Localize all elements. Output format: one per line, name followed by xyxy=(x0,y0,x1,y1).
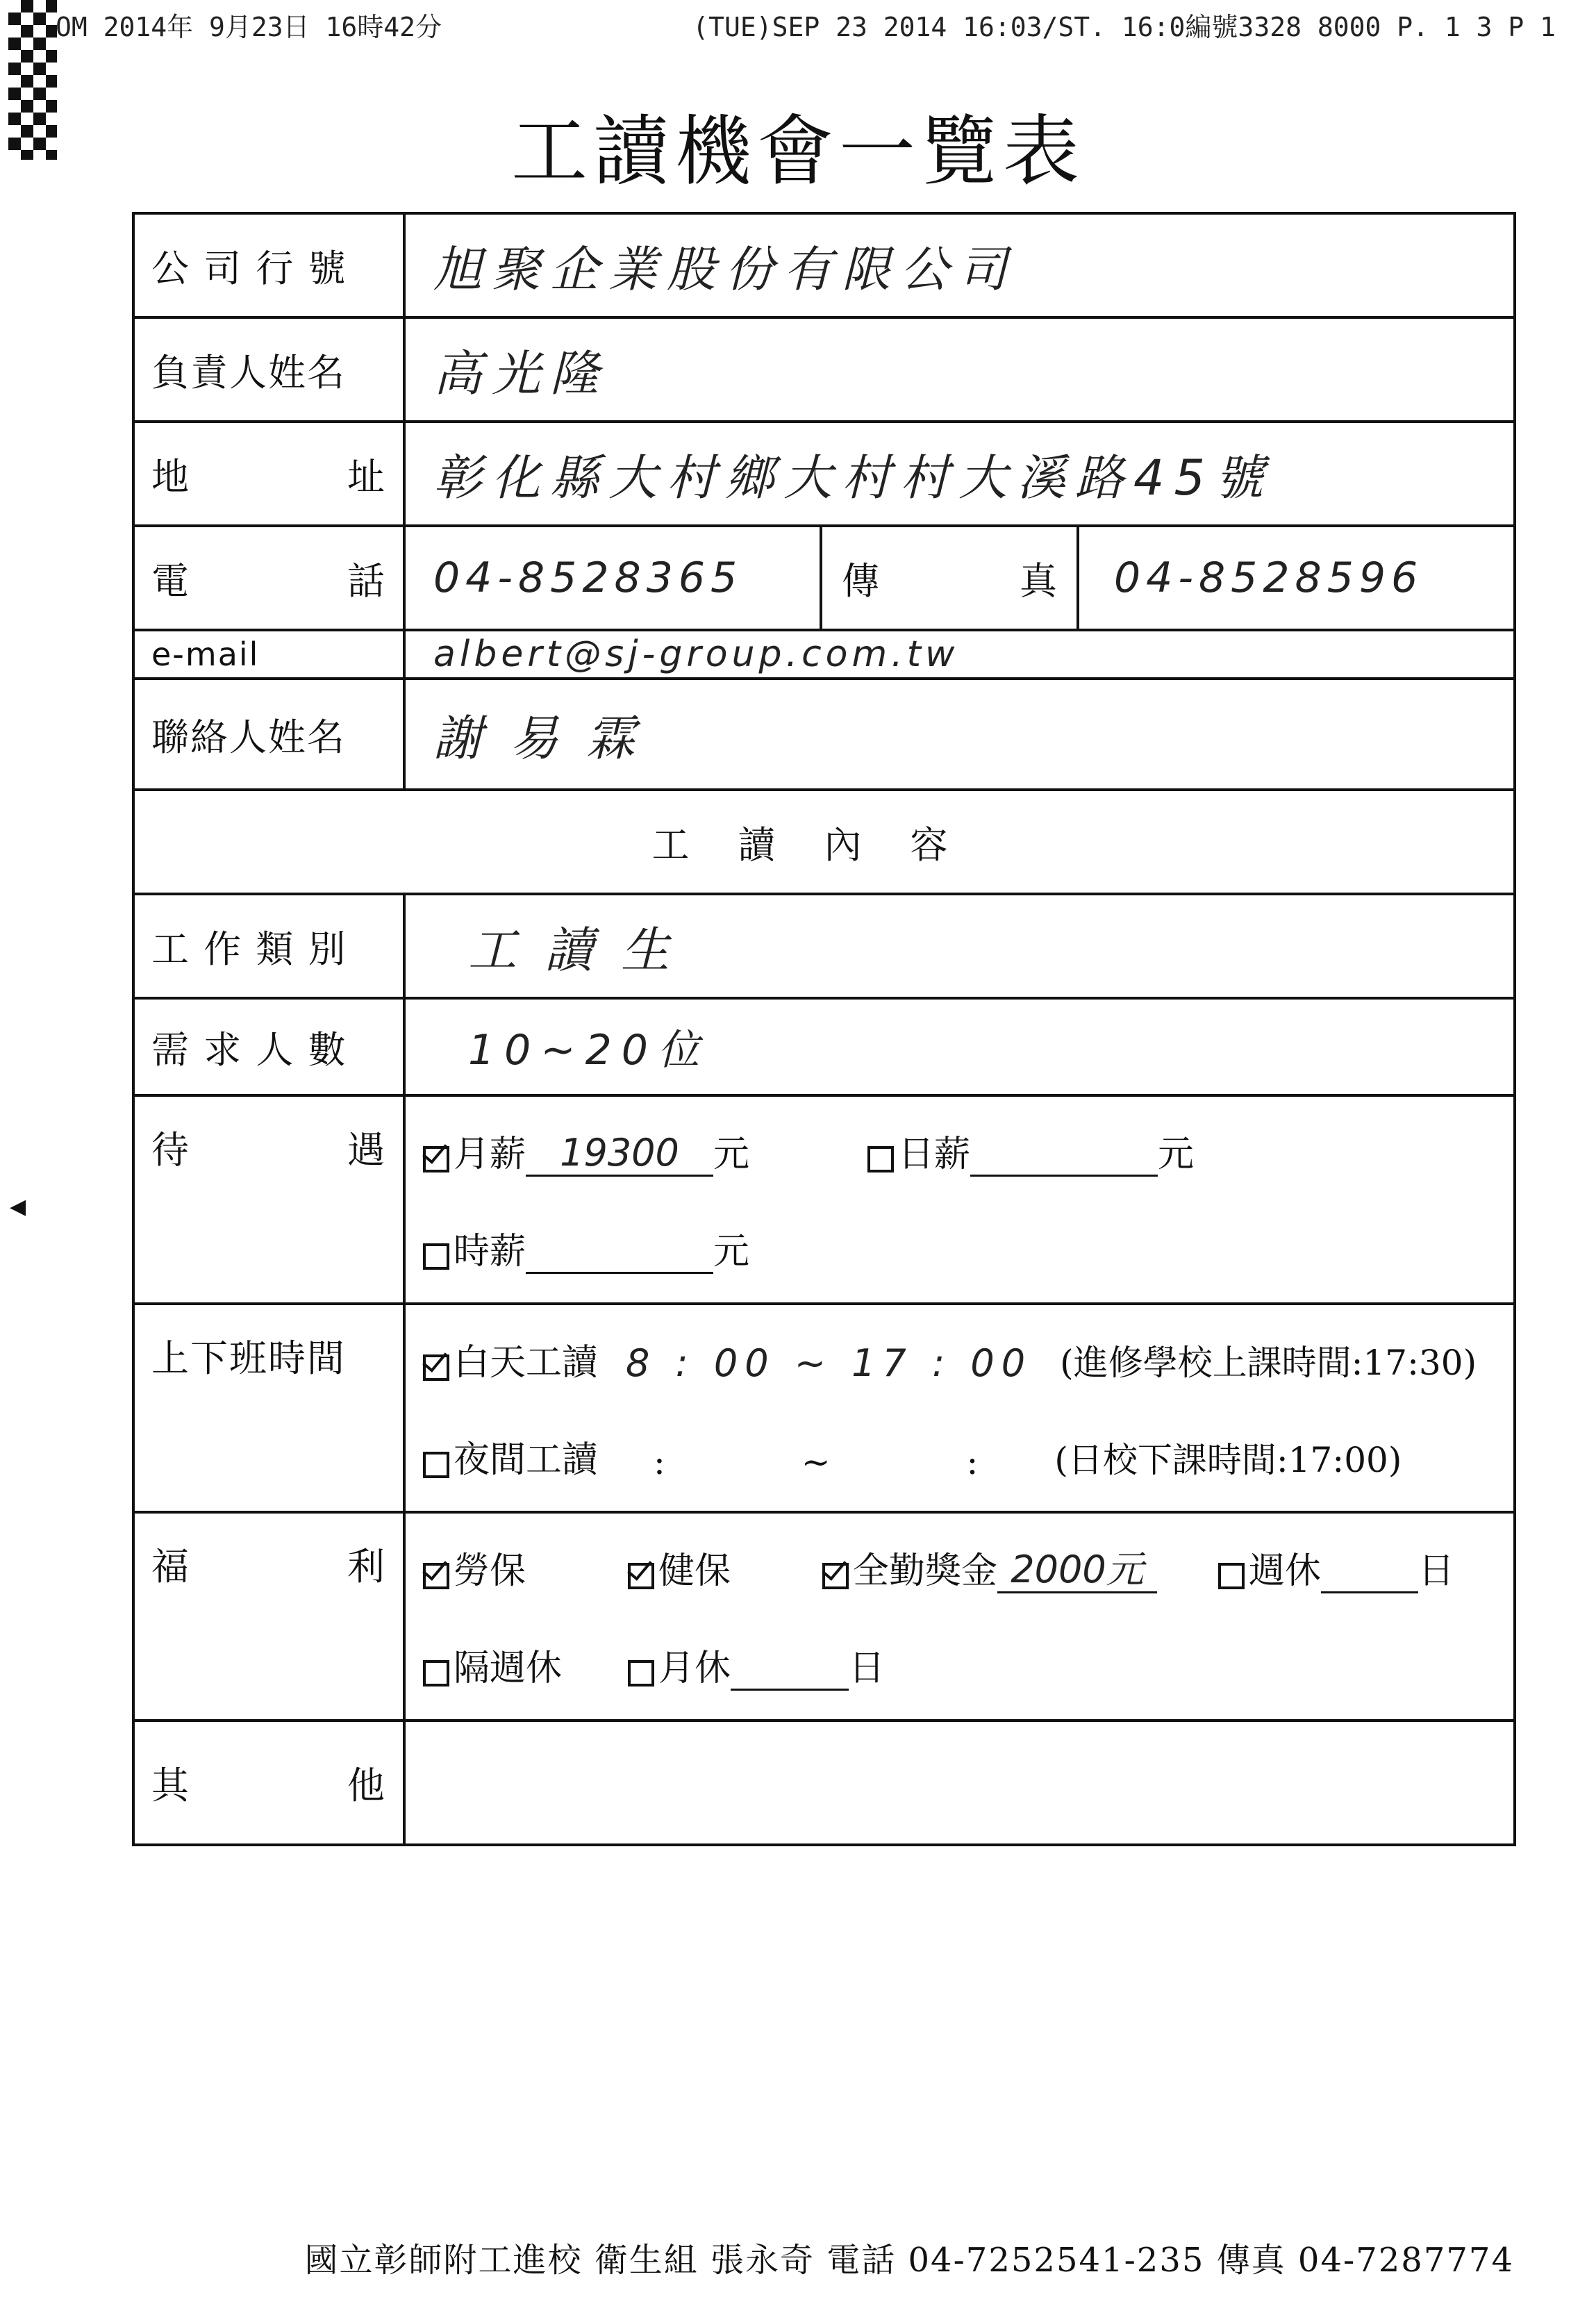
monthly-off-blank xyxy=(731,1646,849,1691)
address-value: 彰化縣大村鄉大村村大溪路45號 xyxy=(433,449,1274,506)
pay-label-a: 待 xyxy=(151,1128,190,1172)
day-shift-time: 8 : 00 ~ 17 : 00 xyxy=(626,1341,1033,1385)
fax-header-right: (TUE)SEP 23 2014 16:03/ST. 16:0編號3328 8000 P. 1 3 P 1 xyxy=(692,12,1556,42)
phone-label-b: 話 xyxy=(347,558,386,603)
row-job-type xyxy=(135,895,1513,1000)
alt-week-off-checkbox[interactable] xyxy=(423,1660,449,1686)
hours-label: 上下班時間 xyxy=(135,1305,406,1511)
labor-insurance xyxy=(423,1541,526,1593)
contact-label: 聯絡人姓名 xyxy=(135,680,406,788)
monthly-value: 19300 xyxy=(526,1132,713,1177)
night-shift-line xyxy=(423,1430,1402,1482)
day-shift-checkbox[interactable] xyxy=(423,1354,449,1381)
section-title: 工讀內容 xyxy=(651,822,997,867)
row-pay xyxy=(135,1097,1513,1305)
hourly-value-blank xyxy=(526,1229,713,1274)
row-company xyxy=(135,215,1513,319)
fax-label-a: 傳 xyxy=(842,558,879,603)
fax-label-b: 真 xyxy=(1020,558,1057,603)
page-title: 工讀機會一覽表 xyxy=(511,107,1085,196)
daily-unit: 元 xyxy=(1158,1134,1195,1175)
hourly-label: 時薪 xyxy=(454,1231,526,1273)
address-label-b: 址 xyxy=(347,454,386,499)
monthly-off-unit: 日 xyxy=(849,1648,886,1689)
row-owner xyxy=(135,319,1513,423)
attendance-bonus-value: 2000元 xyxy=(997,1548,1157,1593)
address-label-a: 地 xyxy=(151,454,190,499)
phone-label xyxy=(135,527,406,629)
monthly-off xyxy=(628,1639,885,1691)
job-type-value: 工讀生 xyxy=(468,921,697,979)
fax-header xyxy=(56,3,1583,44)
row-phone xyxy=(135,527,1513,631)
other-label xyxy=(135,1722,406,1843)
weekly-off-blank xyxy=(1321,1548,1418,1593)
alt-week-off xyxy=(423,1639,562,1691)
alt-week-off-label: 隔週休 xyxy=(454,1648,563,1689)
owner-value: 高光隆 xyxy=(433,345,608,402)
row-contact xyxy=(135,680,1513,791)
weekly-off-unit: 日 xyxy=(1418,1550,1455,1592)
daily-pay-line xyxy=(867,1125,1194,1177)
fax-label xyxy=(822,527,1079,629)
monthly-off-checkbox[interactable] xyxy=(628,1660,654,1686)
fax-value: 04-8528596 xyxy=(1114,554,1424,602)
fax-header-left: OM 2014年 9月23日 16時42分 xyxy=(56,12,442,42)
daily-value-blank xyxy=(970,1132,1158,1177)
day-shift-note: (進修學校上課時間:17:30) xyxy=(1060,1343,1477,1383)
email-label: e-mail xyxy=(135,631,406,677)
attendance-bonus-label: 全勤獎金 xyxy=(853,1550,998,1592)
row-benefits xyxy=(135,1514,1513,1722)
other-label-a: 其 xyxy=(151,1764,190,1807)
night-shift-checkbox[interactable] xyxy=(423,1452,449,1478)
contact-value: 謝易霖 xyxy=(433,709,663,767)
monthly-checkbox[interactable] xyxy=(423,1146,449,1172)
row-headcount xyxy=(135,1000,1513,1097)
headcount-value: 10~20位 xyxy=(468,1026,709,1075)
pay-label xyxy=(135,1097,406,1302)
benefits-label-b: 利 xyxy=(347,1545,386,1589)
weekly-off-label: 週休 xyxy=(1249,1550,1322,1592)
weekly-off-checkbox[interactable] xyxy=(1218,1563,1245,1589)
headcount-label: 需 求 人 數 xyxy=(135,1000,406,1094)
night-shift-time: : ~ : xyxy=(654,1442,1041,1482)
email-value: albert@sj-group.com.tw xyxy=(433,633,959,675)
monthly-pay-line xyxy=(423,1125,749,1177)
job-opportunity-form xyxy=(132,212,1516,1846)
hourly-pay-line xyxy=(423,1222,749,1274)
owner-label: 負責人姓名 xyxy=(135,319,406,420)
night-shift-label: 夜間工讀 xyxy=(454,1439,599,1481)
company-value: 旭聚企業股份有限公司 xyxy=(433,240,1017,298)
row-hours xyxy=(135,1305,1513,1514)
row-email xyxy=(135,631,1513,680)
monthly-unit: 元 xyxy=(713,1134,750,1175)
daily-label: 日薪 xyxy=(898,1134,971,1175)
other-label-b: 他 xyxy=(347,1764,386,1807)
day-shift-label: 白天工讀 xyxy=(454,1342,599,1384)
pay-label-b: 遇 xyxy=(347,1128,386,1172)
address-label xyxy=(135,423,406,524)
other-value xyxy=(406,1722,1513,1843)
left-arrow-icon: ◀ xyxy=(10,1195,26,1219)
weekly-off xyxy=(1218,1541,1454,1593)
benefits-label xyxy=(135,1514,406,1719)
footer-contact: 國立彰師附工進校 衛生組 張永奇 電話 04-7252541-235 傳真 04-7287774 xyxy=(304,2241,1514,2280)
attendance-bonus-checkbox[interactable] xyxy=(822,1563,849,1589)
monthly-label: 月薪 xyxy=(454,1134,526,1175)
job-type-label: 工 作 類 別 xyxy=(135,895,406,997)
health-insurance-label: 健保 xyxy=(658,1550,731,1592)
hourly-checkbox[interactable] xyxy=(423,1243,449,1270)
hourly-unit: 元 xyxy=(713,1231,750,1273)
row-other xyxy=(135,1722,1513,1843)
phone-label-a: 電 xyxy=(151,558,190,603)
monthly-off-label: 月休 xyxy=(658,1648,731,1689)
row-section-title xyxy=(135,791,1513,895)
health-insurance-checkbox[interactable] xyxy=(628,1563,654,1589)
phone-value: 04-8528365 xyxy=(406,527,822,629)
daily-checkbox[interactable] xyxy=(867,1146,894,1172)
row-address xyxy=(135,423,1513,527)
labor-insurance-label: 勞保 xyxy=(454,1550,526,1592)
day-shift-line xyxy=(423,1333,1477,1385)
night-shift-note: (日校下課時間:17:00) xyxy=(1054,1440,1402,1480)
attendance-bonus xyxy=(822,1541,1157,1593)
health-insurance xyxy=(628,1541,731,1593)
benefits-label-a: 福 xyxy=(151,1545,190,1589)
company-label: 公 司 行 號 xyxy=(135,215,406,316)
labor-insurance-checkbox[interactable] xyxy=(423,1563,449,1589)
